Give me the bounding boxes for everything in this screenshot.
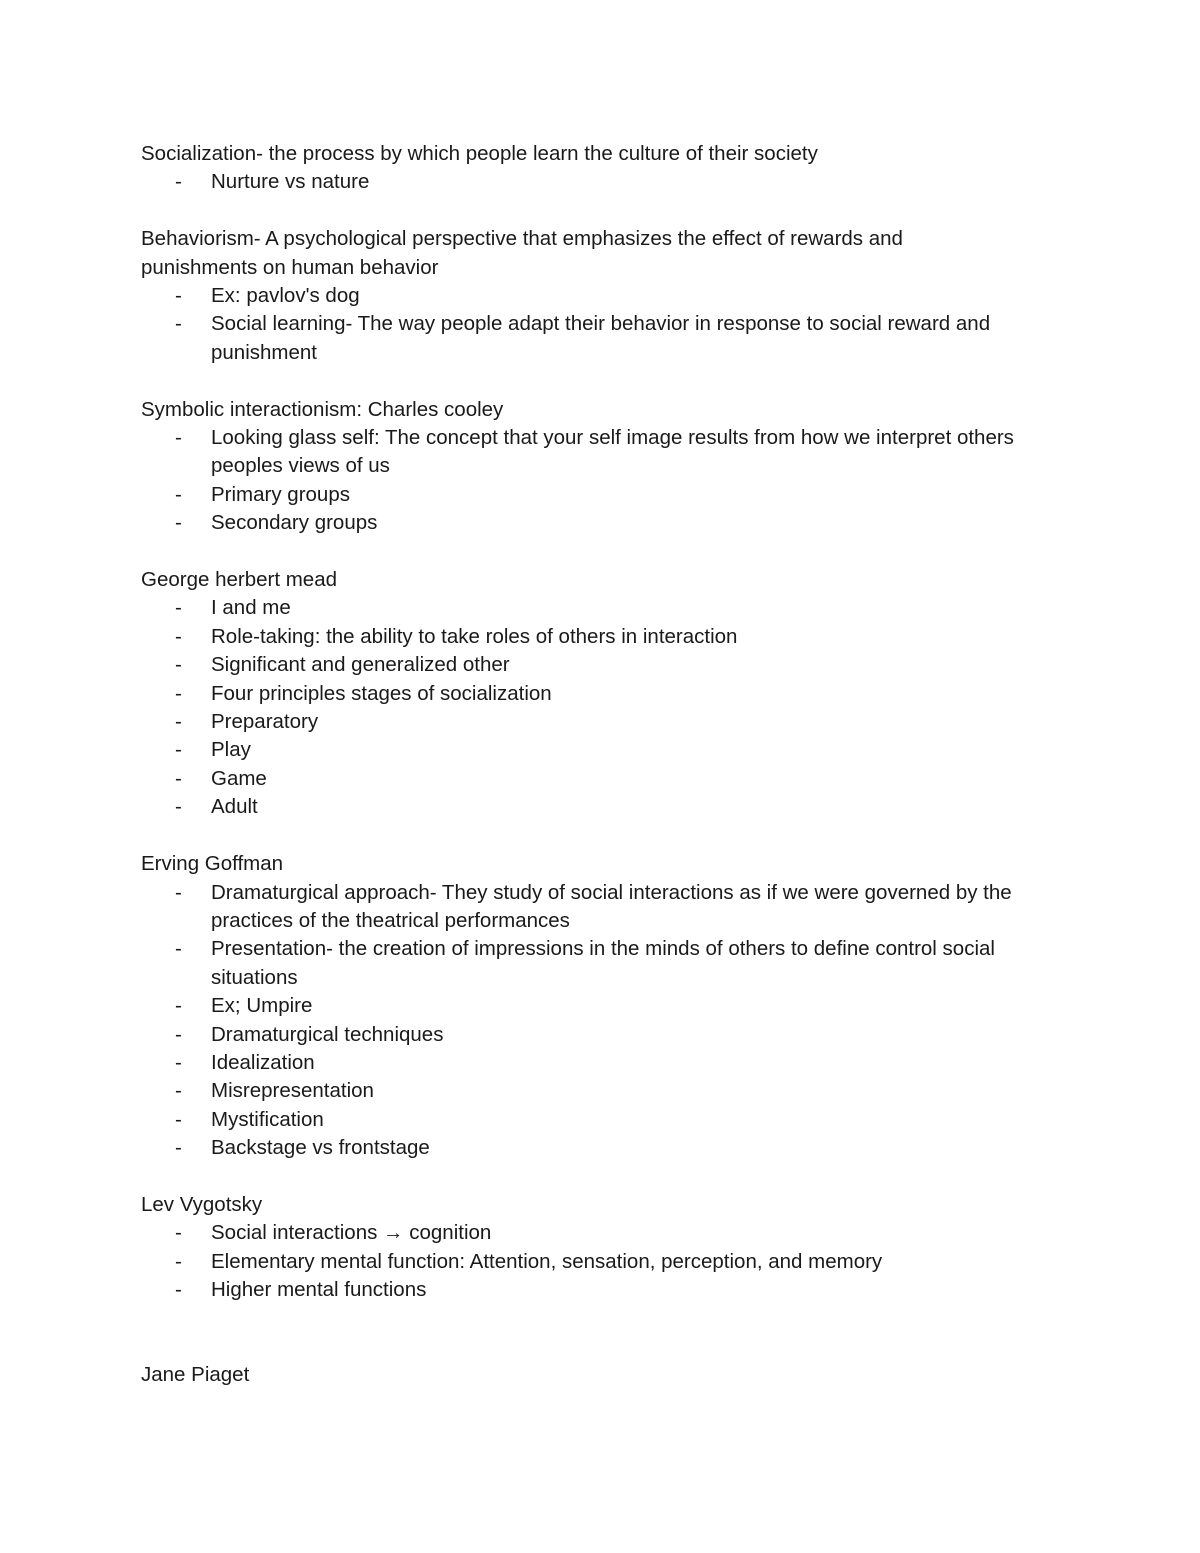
list-item: - Dramaturgical approach- They study of social interactions as if we were governed by the practices of the theatrical performances	[175, 880, 1012, 932]
bullet-dash: -	[175, 710, 182, 734]
bullet-dash: -	[175, 937, 182, 961]
bullet-dash: -	[175, 1136, 182, 1160]
list-item: - Nurture vs nature	[141, 168, 1071, 196]
bullet-dash: -	[175, 795, 182, 819]
bullet-list	[141, 424, 1071, 538]
list-item: - Four principles stages of socialization	[141, 680, 1071, 708]
bullet-dash: -	[175, 1022, 182, 1046]
list-item: - Play	[141, 736, 1071, 764]
bullet-dash: -	[175, 482, 182, 506]
bullet-dash: -	[175, 1221, 182, 1245]
section-heading: Lev Vygotsky	[141, 1192, 263, 1216]
section-socialization	[141, 140, 1071, 197]
bullet-dash: -	[175, 681, 182, 705]
section-symbolic-interactionism	[141, 396, 1071, 538]
list-item: - Primary groups	[141, 481, 1071, 509]
list-item: - Misrepresentation	[141, 1077, 1071, 1105]
list-item: - Mystification	[141, 1106, 1071, 1134]
bullet-dash: -	[175, 284, 182, 308]
list-item: - Dramaturgical techniques	[141, 1021, 1071, 1049]
section-heading: Socialization- the process by which people learn the culture of their society	[141, 142, 818, 165]
list-item: - I and me	[141, 594, 1071, 622]
section-heading: Symbolic interactionism: Charles cooley	[141, 397, 504, 421]
bullet-list	[141, 594, 1071, 821]
bullet-list	[141, 879, 1071, 1163]
list-item: - Significant and generalized other	[141, 651, 1071, 679]
list-item: - Looking glass self: The concept that your self image results from how we interpret others peoples views of us	[175, 426, 1014, 478]
bullet-dash: -	[175, 624, 182, 648]
section-goffman	[141, 850, 1071, 1162]
document-page	[141, 140, 1071, 1418]
bullet-dash: -	[175, 653, 182, 677]
bullet-dash: -	[175, 1278, 182, 1302]
section-piaget	[141, 1361, 1071, 1389]
section-mead	[141, 566, 1071, 822]
section-behaviorism	[141, 225, 1071, 367]
list-item: - Idealization	[141, 1049, 1071, 1077]
list-item: - Social learning- The way people adapt their behavior in response to social reward and punishment	[175, 312, 991, 364]
bullet-dash: -	[175, 880, 182, 904]
bullet-dash: -	[175, 1249, 182, 1273]
bullet-dash: -	[175, 596, 182, 620]
list-item: - Preparatory	[141, 708, 1071, 736]
list-item: - Backstage vs frontstage	[141, 1134, 1071, 1162]
section-heading: Behaviorism- A psychological perspective that emphasizes the effect of rewards and	[141, 227, 903, 251]
list-item: - Ex; Umpire	[141, 992, 1071, 1020]
bullet-dash: -	[175, 426, 182, 450]
bullet-dash: -	[175, 511, 182, 535]
bullet-dash: -	[175, 738, 182, 762]
section-heading: Jane Piaget	[141, 1363, 250, 1387]
section-heading: George herbert mead	[141, 568, 338, 592]
bullet-dash: -	[175, 312, 182, 336]
bullet-dash: -	[175, 1050, 182, 1074]
list-item: - Higher mental functions	[141, 1276, 1071, 1304]
bullet-dash: -	[175, 170, 182, 194]
list-item: - Presentation- the creation of impressions in the minds of others to define control social situations	[175, 937, 995, 989]
list-item: - Game	[141, 765, 1071, 793]
list-item: - Role-taking: the ability to take roles of others in interaction	[141, 623, 1071, 651]
section-heading: Erving Goffman	[141, 852, 284, 876]
bullet-list	[141, 282, 1071, 367]
bullet-dash: -	[175, 1107, 182, 1131]
list-item: - Secondary groups	[141, 509, 1071, 537]
bullet-dash: -	[175, 766, 182, 790]
list-item: - Social interactions → cognition	[141, 1219, 1071, 1247]
section-heading-continued: punishments on human behavior	[141, 255, 439, 279]
list-item: - Ex: pavlov's dog	[141, 282, 1071, 310]
section-vygotsky	[141, 1191, 1071, 1305]
bullet-list	[141, 1219, 1071, 1304]
bullet-list	[141, 168, 1071, 196]
list-item: - Elementary mental function: Attention, sensation, perception, and memory	[141, 1248, 1071, 1276]
bullet-dash: -	[175, 1079, 182, 1103]
list-item: - Adult	[141, 793, 1071, 821]
bullet-dash: -	[175, 994, 182, 1018]
